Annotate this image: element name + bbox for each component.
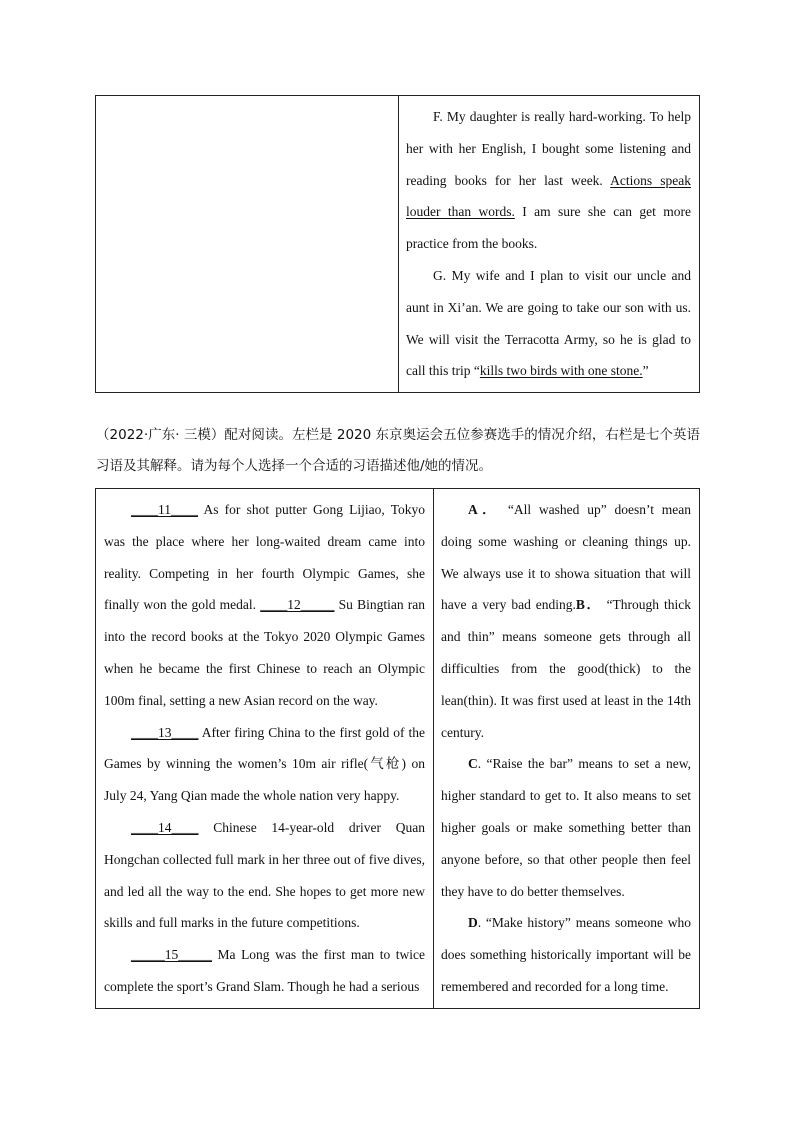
answer-blank-12[interactable]: ____12_____ xyxy=(260,597,335,613)
answer-blank-14[interactable]: ____14____ xyxy=(131,819,199,835)
table-top-left-cell xyxy=(96,96,398,392)
question-15: _____15_____ Ma Long was the first man to twice complete the sport’s Grand Slam. Though he had a serious xyxy=(104,947,425,994)
question-14: ____14____ Chinese 14-year-old driver Quan Hongchan collected full mark in her three out of five dives, and led all the way to the end. She hopes to get more new skills and full marks in the future competitions. xyxy=(104,819,425,931)
idiom-actions-speak: Actions speak louder than words. xyxy=(406,172,692,220)
answer-blank-13[interactable]: ____13____ xyxy=(131,724,199,740)
option-d: D. “Make history” means someone who does something historically important will be remembered and recorded for a long time. xyxy=(441,915,691,994)
answer-blank-11[interactable]: ____11____ xyxy=(131,502,198,517)
option-a-b: A． “All washed up” doesn’t mean doing some washing or cleaning things up. We always use it to showa situation that will have a very bad ending.B． “Through thick and thin” means someone gets through all difficulties from the good(thick) to the lean(thin). It was first used at least in the 14th century. xyxy=(441,502,692,740)
left-column xyxy=(96,489,433,1008)
option-g: G. My wife and I plan to visit our uncle and aunt in Xi’an. We are going to take our son with us. We will visit the Terracotta Army, so he is glad to call this trip “kills two birds with one stone.” xyxy=(406,267,691,379)
option-d-label: D xyxy=(468,915,478,931)
answer-blank-15[interactable]: _____15_____ xyxy=(131,947,212,963)
option-c: C. “Raise the bar” means to set a new, higher standard to get to. It also means to set higher goals or make something better than anyone before, so that other people then feel they have to do better themselves. xyxy=(441,756,691,899)
table-top-right-cell xyxy=(398,96,699,392)
option-f: F. My daughter is really hard-working. To help her with her English, I bought some listening and reading books for her last week. Actions speak louder than words. I am sure she can get more practice from the books. xyxy=(406,109,692,252)
table-top xyxy=(95,95,700,393)
option-c-label: C xyxy=(468,756,478,772)
idiom-two-birds: kills two birds with one stone. xyxy=(479,363,643,379)
option-a-label: A． xyxy=(468,502,501,517)
table-matching xyxy=(95,488,700,1009)
option-b-label: B． xyxy=(575,597,602,613)
right-column xyxy=(433,489,699,1008)
question-13: ____13____ After firing China to the first gold of the Games by winning the women’s 10m air rifle(气枪) on July 24, Yang Qian made the whole nation very happy. xyxy=(104,724,425,804)
question-11: ____11____ As for shot putter Gong Lijiao, Tokyo was the place where her long-waited dream came into reality. Competing in her fourth Olympic Games, she finally won the gold medal. ____12_____ Su Bingtian ran into the record books at the Tokyo 2020 Olympic Games when he became the first Chinese to reach an Olympic 100m final, setting a new Asian record on the way. xyxy=(104,502,426,708)
section-instructions: （2022·广东· 三模）配对阅读。左栏是 2020 东京奥运会五位参赛选手的情况介绍，右栏是七个英语习语及其解释。请为每个人选择一个合适的习语描述他/她的情况。 xyxy=(96,427,700,474)
